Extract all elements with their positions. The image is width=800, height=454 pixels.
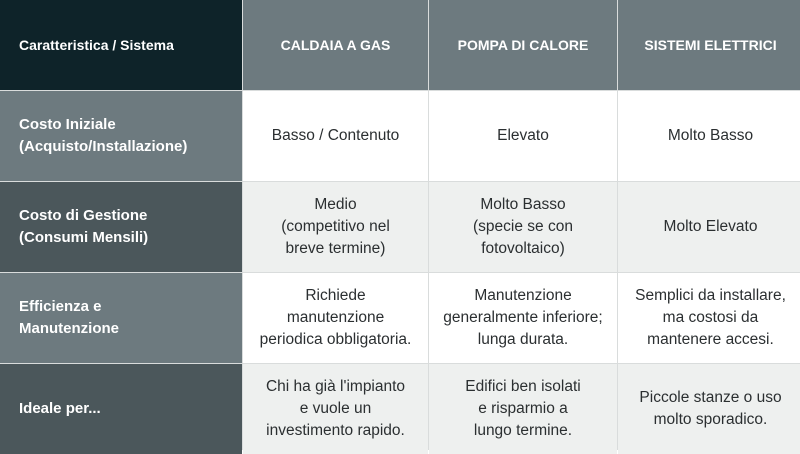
row-header-efficienza: Efficienza e Manutenzione — [0, 273, 242, 363]
table-cell: Molto Basso (specie se con fotovoltaico) — [429, 182, 617, 272]
column-header-pompa: POMPA DI CALORE — [429, 0, 617, 90]
column-header-caldaia: CALDAIA A GAS — [243, 0, 428, 90]
row-header-costo-iniziale: Costo Iniziale (Acquisto/Installazione) — [0, 91, 242, 181]
table-cell: Molto Basso — [618, 91, 800, 181]
column-header-elettrici: SISTEMI ELETTRICI — [618, 0, 800, 90]
table-cell: Molto Elevato — [618, 182, 800, 272]
table-cell: Semplici da installare, ma costosi da mantenere accesi. — [618, 273, 800, 363]
table-cell: Chi ha già l'impianto e vuole un investimento rapido. — [243, 364, 428, 454]
row-header-costo-gestione: Costo di Gestione (Consumi Mensili) — [0, 182, 242, 272]
table-cell: Elevato — [429, 91, 617, 181]
table-cell: Medio (competitivo nel breve termine) — [243, 182, 428, 272]
table-cell: Basso / Contenuto — [243, 91, 428, 181]
table-corner-header: Caratteristica / Sistema — [0, 0, 242, 90]
table-cell: Piccole stanze o uso molto sporadico. — [618, 364, 800, 454]
table-cell: Edifici ben isolati e risparmio a lungo termine. — [429, 364, 617, 454]
row-header-ideale: Ideale per... — [0, 364, 242, 454]
table-cell: Manutenzione generalmente inferiore; lunga durata. — [429, 273, 617, 363]
table-cell: Richiede manutenzione periodica obbligatoria. — [243, 273, 428, 363]
